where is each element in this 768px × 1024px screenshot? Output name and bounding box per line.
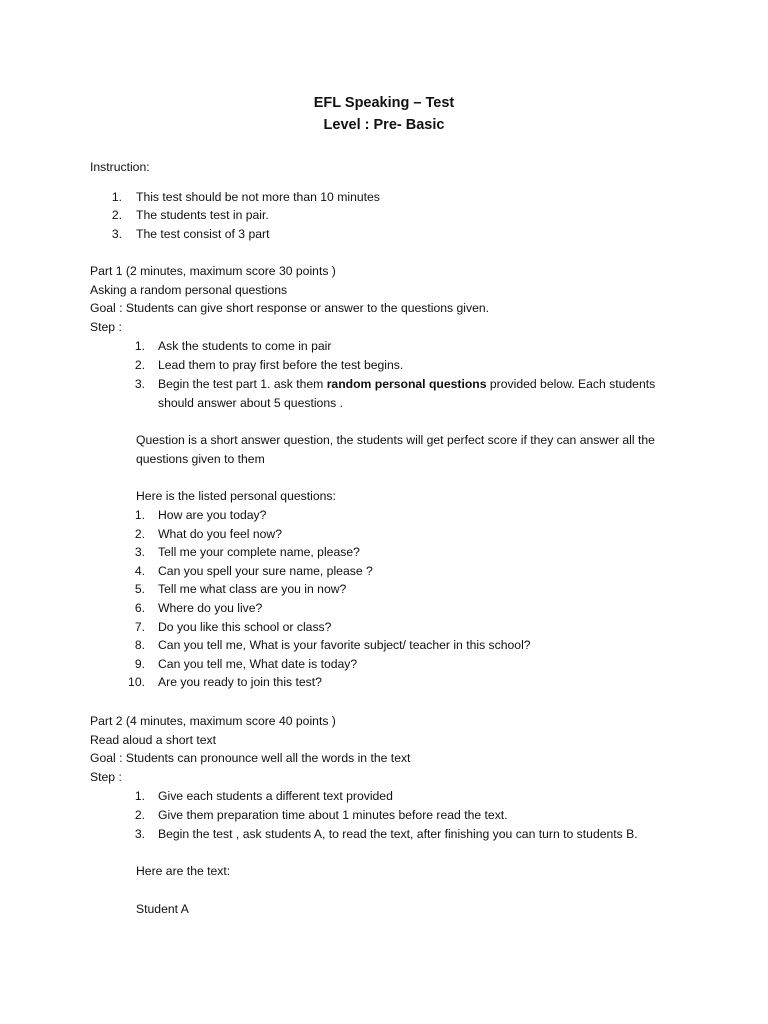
student-a-label: Student A (136, 902, 189, 916)
step-item: Lead them to pray first before the test begins. (158, 358, 404, 372)
instruction-number: 3. (111, 227, 122, 241)
instruction-number: 2. (111, 208, 122, 222)
question-number: 7. (134, 619, 145, 634)
question-number: 1. (134, 508, 145, 522)
question-item: Can you tell me, What is your favorite subject/ teacher in this school? (158, 638, 531, 653)
part2-subtitle: Read aloud a short text (90, 733, 217, 747)
question-number: 2. (134, 526, 145, 541)
questions-intro: Here is the listed personal questions: (136, 489, 336, 503)
question-number: 9. (134, 656, 145, 671)
instruction-number: 1. (111, 190, 122, 204)
part1-heading: Part 1 (2 minutes, maximum score 30 points ) (90, 264, 336, 278)
question-item: Can you spell your sure name, please ? (158, 563, 373, 578)
step-number: 3. (134, 377, 145, 391)
step-item (158, 375, 655, 393)
step-number: 2. (134, 808, 145, 822)
text-intro: Here are the text: (136, 864, 231, 878)
step-item: Give each students a different text provided (158, 789, 393, 803)
part2-step-label: Step : (90, 770, 122, 784)
part1-step-label: Step : (90, 320, 122, 334)
instruction-item: The test consist of 3 part (136, 227, 270, 241)
question-item: Can you tell me, What date is today? (158, 656, 358, 671)
step-text: provided below. Each students (486, 377, 656, 391)
question-number: 4. (134, 563, 145, 578)
question-number: 10. (128, 675, 145, 690)
question-item: What do you feel now? (158, 526, 282, 541)
step-number: 2. (134, 358, 145, 372)
part1-note: Question is a short answer question, the students will get perfect score if they can answer all the (136, 433, 655, 447)
question-item: Where do you live? (158, 601, 263, 615)
part1-subtitle: Asking a random personal questions (90, 283, 288, 297)
question-item: Tell me your complete name, please? (158, 545, 360, 560)
instruction-label: Instruction: (90, 160, 150, 174)
step-number: 1. (134, 789, 145, 803)
step-item: Ask the students to come in pair (158, 339, 332, 353)
level-subtitle: Level : Pre- Basic (323, 117, 445, 133)
question-item: Do you like this school or class? (158, 619, 332, 634)
part2-heading: Part 2 (4 minutes, maximum score 40 points ) (90, 714, 336, 728)
step-text: Begin the test part 1. ask them (158, 377, 327, 391)
step-item: Give them preparation time about 1 minutes before read the text. (158, 808, 508, 822)
instruction-item: This test should be not more than 10 minutes (136, 190, 380, 204)
instruction-item: The students test in pair. (136, 208, 269, 222)
step-emphasis: random personal questions (326, 377, 487, 391)
question-number: 6. (134, 601, 145, 615)
part2-goal: Goal : Students can pronounce well all the words in the text (90, 751, 411, 765)
step-continuation: should answer about 5 questions . (158, 396, 343, 410)
part1-goal: Goal : Students can give short response or answer to the questions given. (90, 301, 490, 315)
page-title: EFL Speaking – Test (313, 95, 455, 111)
question-item: How are you today? (158, 508, 267, 522)
question-number: 8. (134, 638, 145, 653)
question-item: Are you ready to join this test? (158, 675, 322, 690)
step-number: 3. (134, 827, 145, 841)
step-item: Begin the test , ask students A, to read the text, after finishing you can turn to students B. (158, 827, 638, 841)
question-number: 3. (134, 545, 145, 560)
part1-note: questions given to them (136, 452, 265, 466)
step-number: 1. (134, 339, 145, 353)
question-item: Tell me what class are you in now? (158, 582, 347, 597)
question-number: 5. (134, 582, 145, 597)
